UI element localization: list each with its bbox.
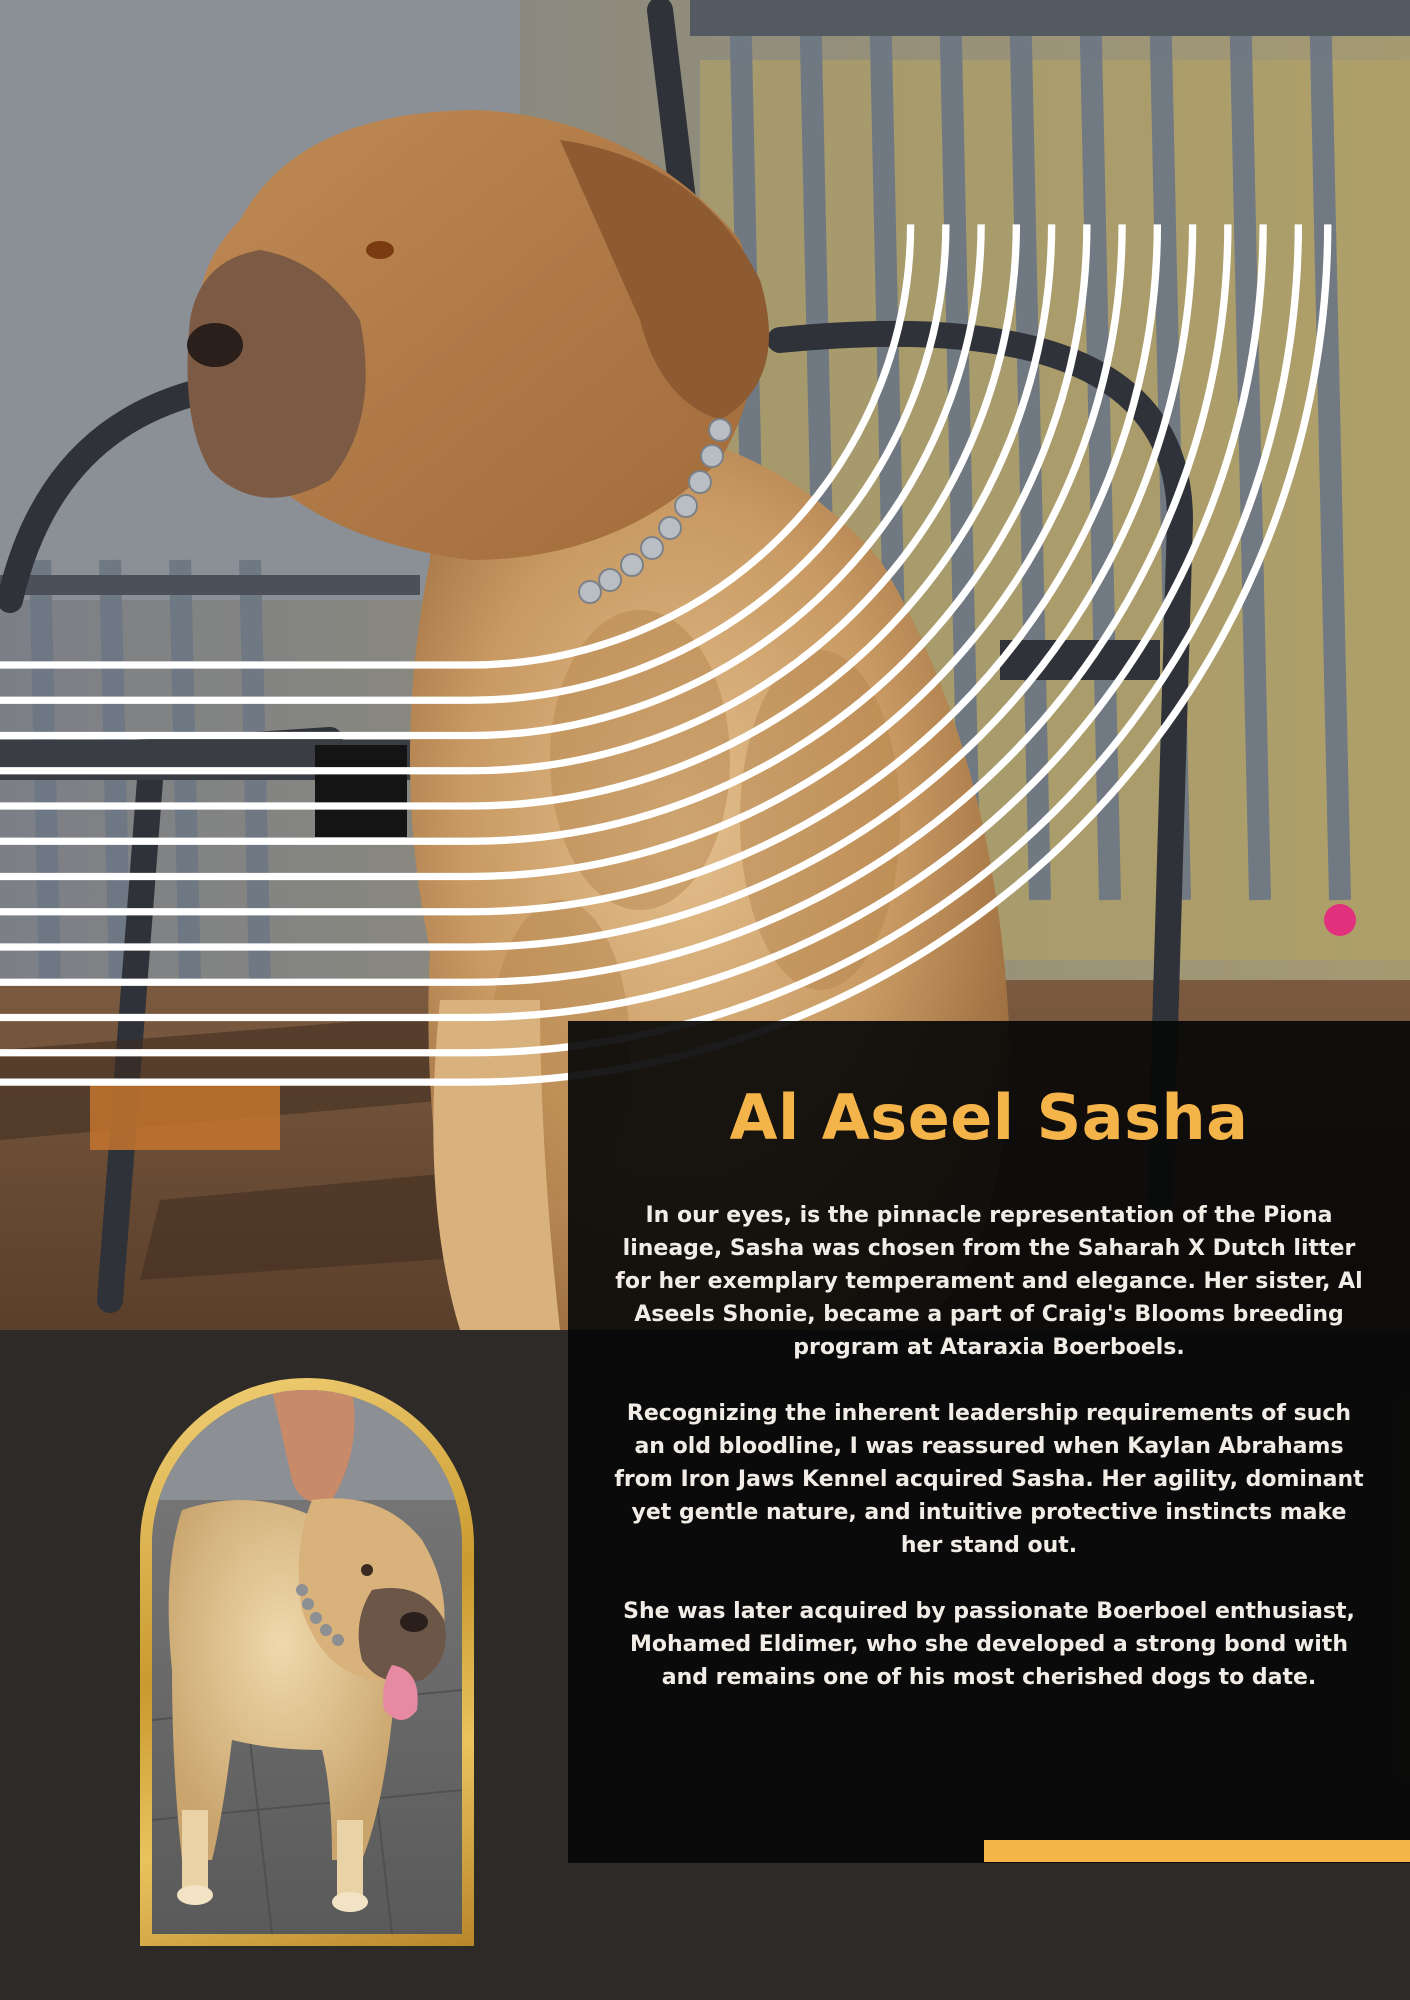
description-paragraph-1: In our eyes, is the pinnacle representation of the Piona lineage, Sasha was chosen from the Saharah X Dutch litter for her exemplary temperament and elegance. Her sister, Al Aseels Shonie, became a part of Craig's Blooms breeding program at Ataraxia Boerboels. — [615, 1203, 1363, 1360]
profile-text-panel — [568, 1021, 1410, 1863]
arched-gold-frame — [140, 1378, 474, 1946]
accent-bar — [984, 1840, 1410, 1862]
profile-description — [612, 1199, 1366, 1727]
framed-photo-illustration — [152, 1390, 462, 1934]
dog-name-title: Al Aseel Sasha — [729, 1081, 1249, 1154]
framed-dog-photo — [152, 1390, 462, 1934]
description-paragraph-2: Recognizing the inherent leadership requirements of such an old bloodline, I was reassured when Kaylan Abrahams from Iron Jaws Kennel acquired Sasha. Her agility, dominant yet gentle nature, and intuitive protective instincts make her stand out. — [614, 1401, 1364, 1558]
description-paragraph-3: She was later acquired by passionate Boerboel enthusiast, Mohamed Eldimer, who she developed a strong bond with and remains one of his most cherished dogs to date. — [623, 1599, 1355, 1690]
